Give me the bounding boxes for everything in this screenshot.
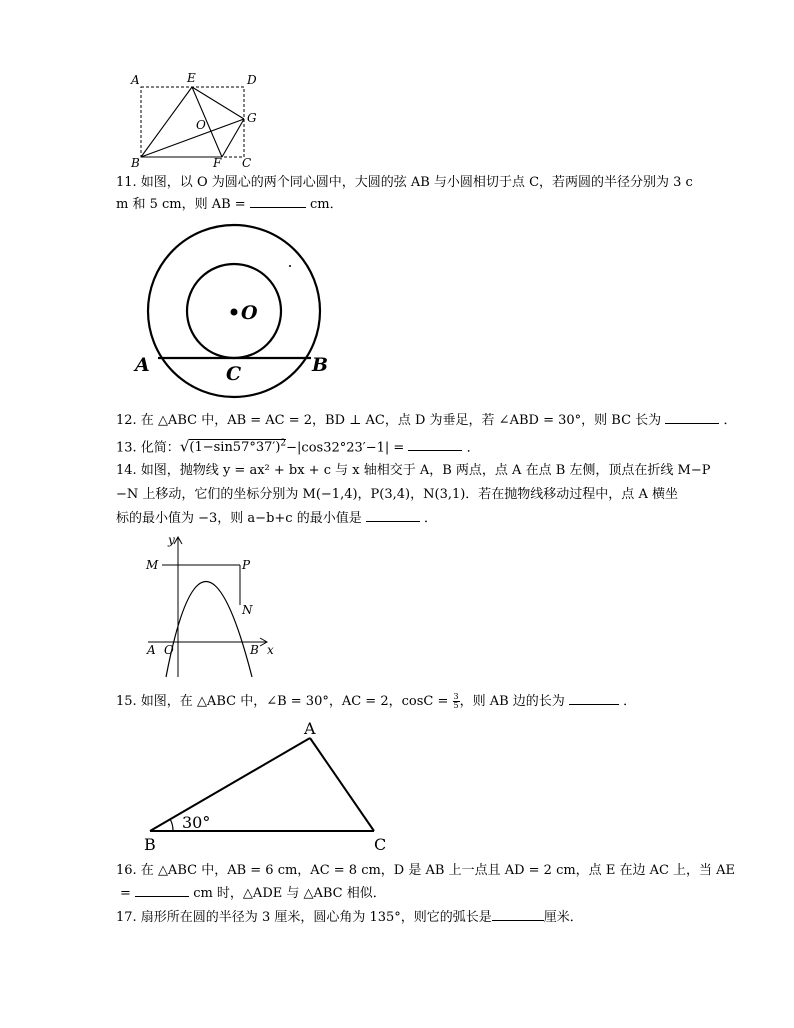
q13-prefix: 13. 化简： xyxy=(116,440,180,456)
label-A: A xyxy=(147,643,156,657)
question-11-line1: 11. 如图，以 O 为圆心的两个同心圆中，大圆的弦 AB 与小圆相切于点 C，若两圆的半径分别为 3 c xyxy=(116,175,693,190)
fraction-cosC xyxy=(453,693,460,710)
question-16-line1: 16. 在 △ABC 中，AB = 6 cm，AC = 8 cm，D 是 AB 上一点且 AD = 2 cm，点 E 在边 AC 上，当 AE xyxy=(116,863,736,878)
q14-text-a: 标的最小值为 −3，则 a−b+c 的最小值是 xyxy=(116,511,362,526)
label-B: B xyxy=(250,643,259,657)
q11-text-b: cm． xyxy=(309,197,343,212)
label-O: O xyxy=(241,302,258,324)
q12-text-b: ． xyxy=(723,413,737,428)
label-M: M xyxy=(146,558,159,572)
label-G: G xyxy=(247,111,257,125)
label-N: N xyxy=(242,603,253,617)
answer-blank-15[interactable] xyxy=(569,691,619,705)
label-A: A xyxy=(135,354,150,376)
question-14-line1: 14. 如图，抛物线 y = ax² + bx + c 与 x 轴相交于 A，B 两点，点 A 在点 B 左侧，顶点在折线 M−P xyxy=(116,463,711,478)
label-B: B xyxy=(131,156,140,170)
label-F: F xyxy=(213,156,222,170)
segment-FG xyxy=(222,119,244,157)
q13-expr: (1−sin57°37′) xyxy=(189,440,281,456)
label-A: A xyxy=(131,73,140,87)
segment-BG xyxy=(141,119,244,157)
figure-parabola xyxy=(140,532,290,682)
q13-end: ． xyxy=(466,440,480,456)
question-13 xyxy=(116,434,480,458)
label-P: P xyxy=(242,558,251,572)
q16-text-b: cm 时，△ADE 与 △ABC 相似． xyxy=(193,886,386,901)
label-y: y xyxy=(168,533,175,547)
parabola-curve xyxy=(166,582,252,678)
answer-blank-11[interactable] xyxy=(250,194,306,208)
question-15 xyxy=(116,691,636,712)
q15-text-c: ． xyxy=(623,694,637,709)
frac-denominator: 5 xyxy=(453,701,459,710)
label-C: C xyxy=(226,363,242,385)
side-AC xyxy=(310,738,374,831)
answer-blank-13[interactable] xyxy=(408,437,462,451)
angle-arc-B xyxy=(170,819,173,831)
q12-text-a: 12. 在 △ABC 中，AB = AC = 2，BD ⊥ AC，点 D 为垂足，若 ∠ABD = 30°，则 BC 长为 xyxy=(116,413,662,428)
q11-text-a: m 和 5 cm，则 AB = xyxy=(116,197,246,212)
question-14-line2: −N 上移动，它们的坐标分别为 M(−1,4)，P(3,4)，N(3,1)．若在抛物线移动过程中，点 A 横坐 xyxy=(116,487,678,502)
answer-blank-12[interactable] xyxy=(665,410,719,424)
answer-blank-16[interactable] xyxy=(135,883,189,897)
sqrt-sign: √ xyxy=(179,437,190,456)
q17-text-b: 厘米． xyxy=(543,910,583,925)
segment-BE xyxy=(141,87,192,157)
label-E: E xyxy=(187,71,196,85)
label-O: O xyxy=(196,118,206,132)
answer-blank-14[interactable] xyxy=(366,508,420,522)
label-C: C xyxy=(374,835,387,854)
center-point xyxy=(231,309,238,316)
label-B: B xyxy=(312,354,329,376)
side-BA xyxy=(150,738,310,831)
label-O: O xyxy=(164,643,174,657)
q15-text-a: 15. 如图，在 △ABC 中，∠B = 30°，AC = 2，cosC = xyxy=(116,694,449,709)
q14-text-b: ． xyxy=(423,511,437,526)
figure-concentric-circles xyxy=(130,222,340,402)
q15-text-b: ，则 AB 边的长为 xyxy=(459,694,565,709)
label-C: C xyxy=(242,156,252,170)
frac-numerator: 3 xyxy=(453,692,459,701)
question-14-line3 xyxy=(116,508,437,529)
label-B: B xyxy=(144,835,156,854)
q16-text-a: = xyxy=(120,886,131,901)
figure-triangle xyxy=(140,718,400,858)
stray-dot xyxy=(289,265,291,267)
q17-text-a: 17. 扇形所在圆的半径为 3 厘米，圆心角为 135°，则它的弧长是 xyxy=(116,910,492,925)
answer-blank-17[interactable] xyxy=(492,907,544,921)
label-angle-30: 30° xyxy=(182,813,211,832)
question-16-line2 xyxy=(116,883,386,904)
label-x: x xyxy=(267,643,274,657)
label-D: D xyxy=(247,73,257,87)
q13-rest: −|cos32°23′−1| = xyxy=(286,440,405,456)
label-A: A xyxy=(304,719,316,738)
q13-exponent: 2 xyxy=(280,439,287,449)
figure-rectangle xyxy=(126,70,266,170)
question-12 xyxy=(116,410,736,431)
question-11-line2 xyxy=(116,194,343,215)
question-17 xyxy=(116,907,583,928)
segment-EG xyxy=(192,87,244,119)
q13-radicand xyxy=(189,439,286,455)
